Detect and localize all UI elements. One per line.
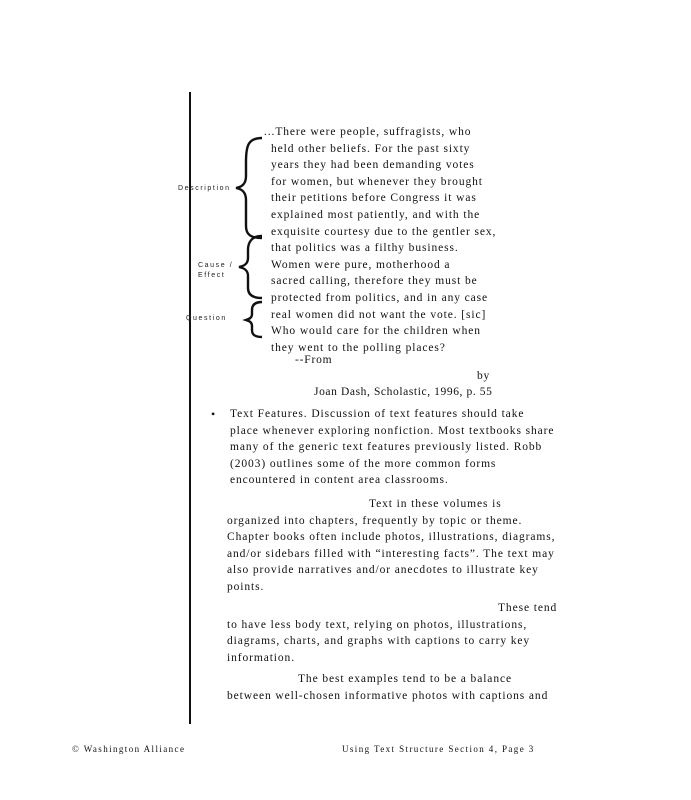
- quotation-block: [264, 124, 496, 356]
- quote-line: that politics was a filthy business.: [271, 242, 459, 255]
- quote-line: protected from politics, and in any case: [271, 291, 489, 304]
- bullet-line: (2003) outlines some of the more common forms: [230, 457, 497, 470]
- paragraph-line: Chapter books often include photos, illustrations, diagrams,: [227, 531, 556, 544]
- paragraph-line: organized into chapters, frequently by topic or theme.: [227, 514, 523, 527]
- quote-line: sacred calling, therefore they must be: [271, 275, 478, 288]
- quote-line: Who would care for the children when: [271, 325, 481, 338]
- footer-copyright: © Washington Alliance: [72, 744, 186, 754]
- paragraph-line: also provide narratives and/or anecdotes to illustrate key: [227, 564, 539, 577]
- quote-line: ...There were people, suffragists, who: [264, 126, 472, 138]
- bullet-line: encountered in content area classrooms.: [230, 474, 449, 487]
- bullet-line: place whenever exploring nonfiction. Most textbooks share: [230, 424, 555, 437]
- quote-line: Women were pure, motherhood a: [271, 258, 451, 271]
- description-brace: [236, 138, 262, 238]
- question-brace: [246, 302, 262, 337]
- chapter-books-paragraph: [227, 496, 555, 596]
- cause-effect-label-line2: Effect: [198, 272, 226, 279]
- paragraph-line: and/or sidebars filled with “interesting facts”. The text may: [227, 547, 555, 560]
- paragraph-lead: Text in these volumes is: [369, 498, 502, 510]
- bullet-icon: •: [211, 407, 216, 421]
- quote-line: they went to the polling places?: [271, 341, 446, 354]
- description-label: Description: [178, 185, 231, 192]
- paragraph-line: information.: [227, 651, 295, 664]
- paragraph-line: between well-chosen informative photos with captions and: [227, 689, 549, 702]
- paragraph-line: to have less body text, relying on photos, illustrations,: [227, 618, 528, 631]
- question-label: Question: [186, 315, 227, 322]
- bullet-line: Text Features. Discussion of text features should take: [230, 408, 525, 420]
- quote-line: their petitions before Congress it was: [271, 192, 477, 205]
- bullet-line: many of the generic text features previously listed. Robb: [230, 441, 543, 454]
- quote-source-from: --From: [295, 354, 333, 366]
- quote-line: exquisite courtesy due to the gentler sex,: [271, 225, 497, 238]
- annotation-braces: [224, 132, 268, 344]
- best-examples-paragraph: [227, 671, 548, 704]
- quote-citation: Joan Dash, Scholastic, 1996, p. 55: [314, 386, 493, 398]
- cause-effect-label-line1: Cause /: [198, 262, 234, 269]
- quote-line: years they had been demanding votes: [271, 159, 475, 172]
- quote-line: held other beliefs. For the past sixty: [271, 142, 471, 155]
- quote-source-by: by: [477, 370, 491, 382]
- picture-books-paragraph: [227, 600, 557, 666]
- cause-effect-brace: [239, 236, 262, 298]
- paragraph-lead: The best examples tend to be a balance: [298, 673, 512, 685]
- text-features-bullet: [230, 406, 554, 489]
- quote-line: real women did not want the vote. [sic]: [271, 308, 487, 321]
- paragraph-line: points.: [227, 580, 265, 593]
- footer-page-info: Using Text Structure Section 4, Page 3: [342, 744, 535, 754]
- quote-line: explained most patiently, and with the: [271, 208, 481, 221]
- paragraph-lead: These tend: [498, 602, 558, 614]
- quote-line: for women, but whenever they brought: [271, 175, 483, 188]
- paragraph-line: diagrams, charts, and graphs with captions to carry key: [227, 635, 531, 648]
